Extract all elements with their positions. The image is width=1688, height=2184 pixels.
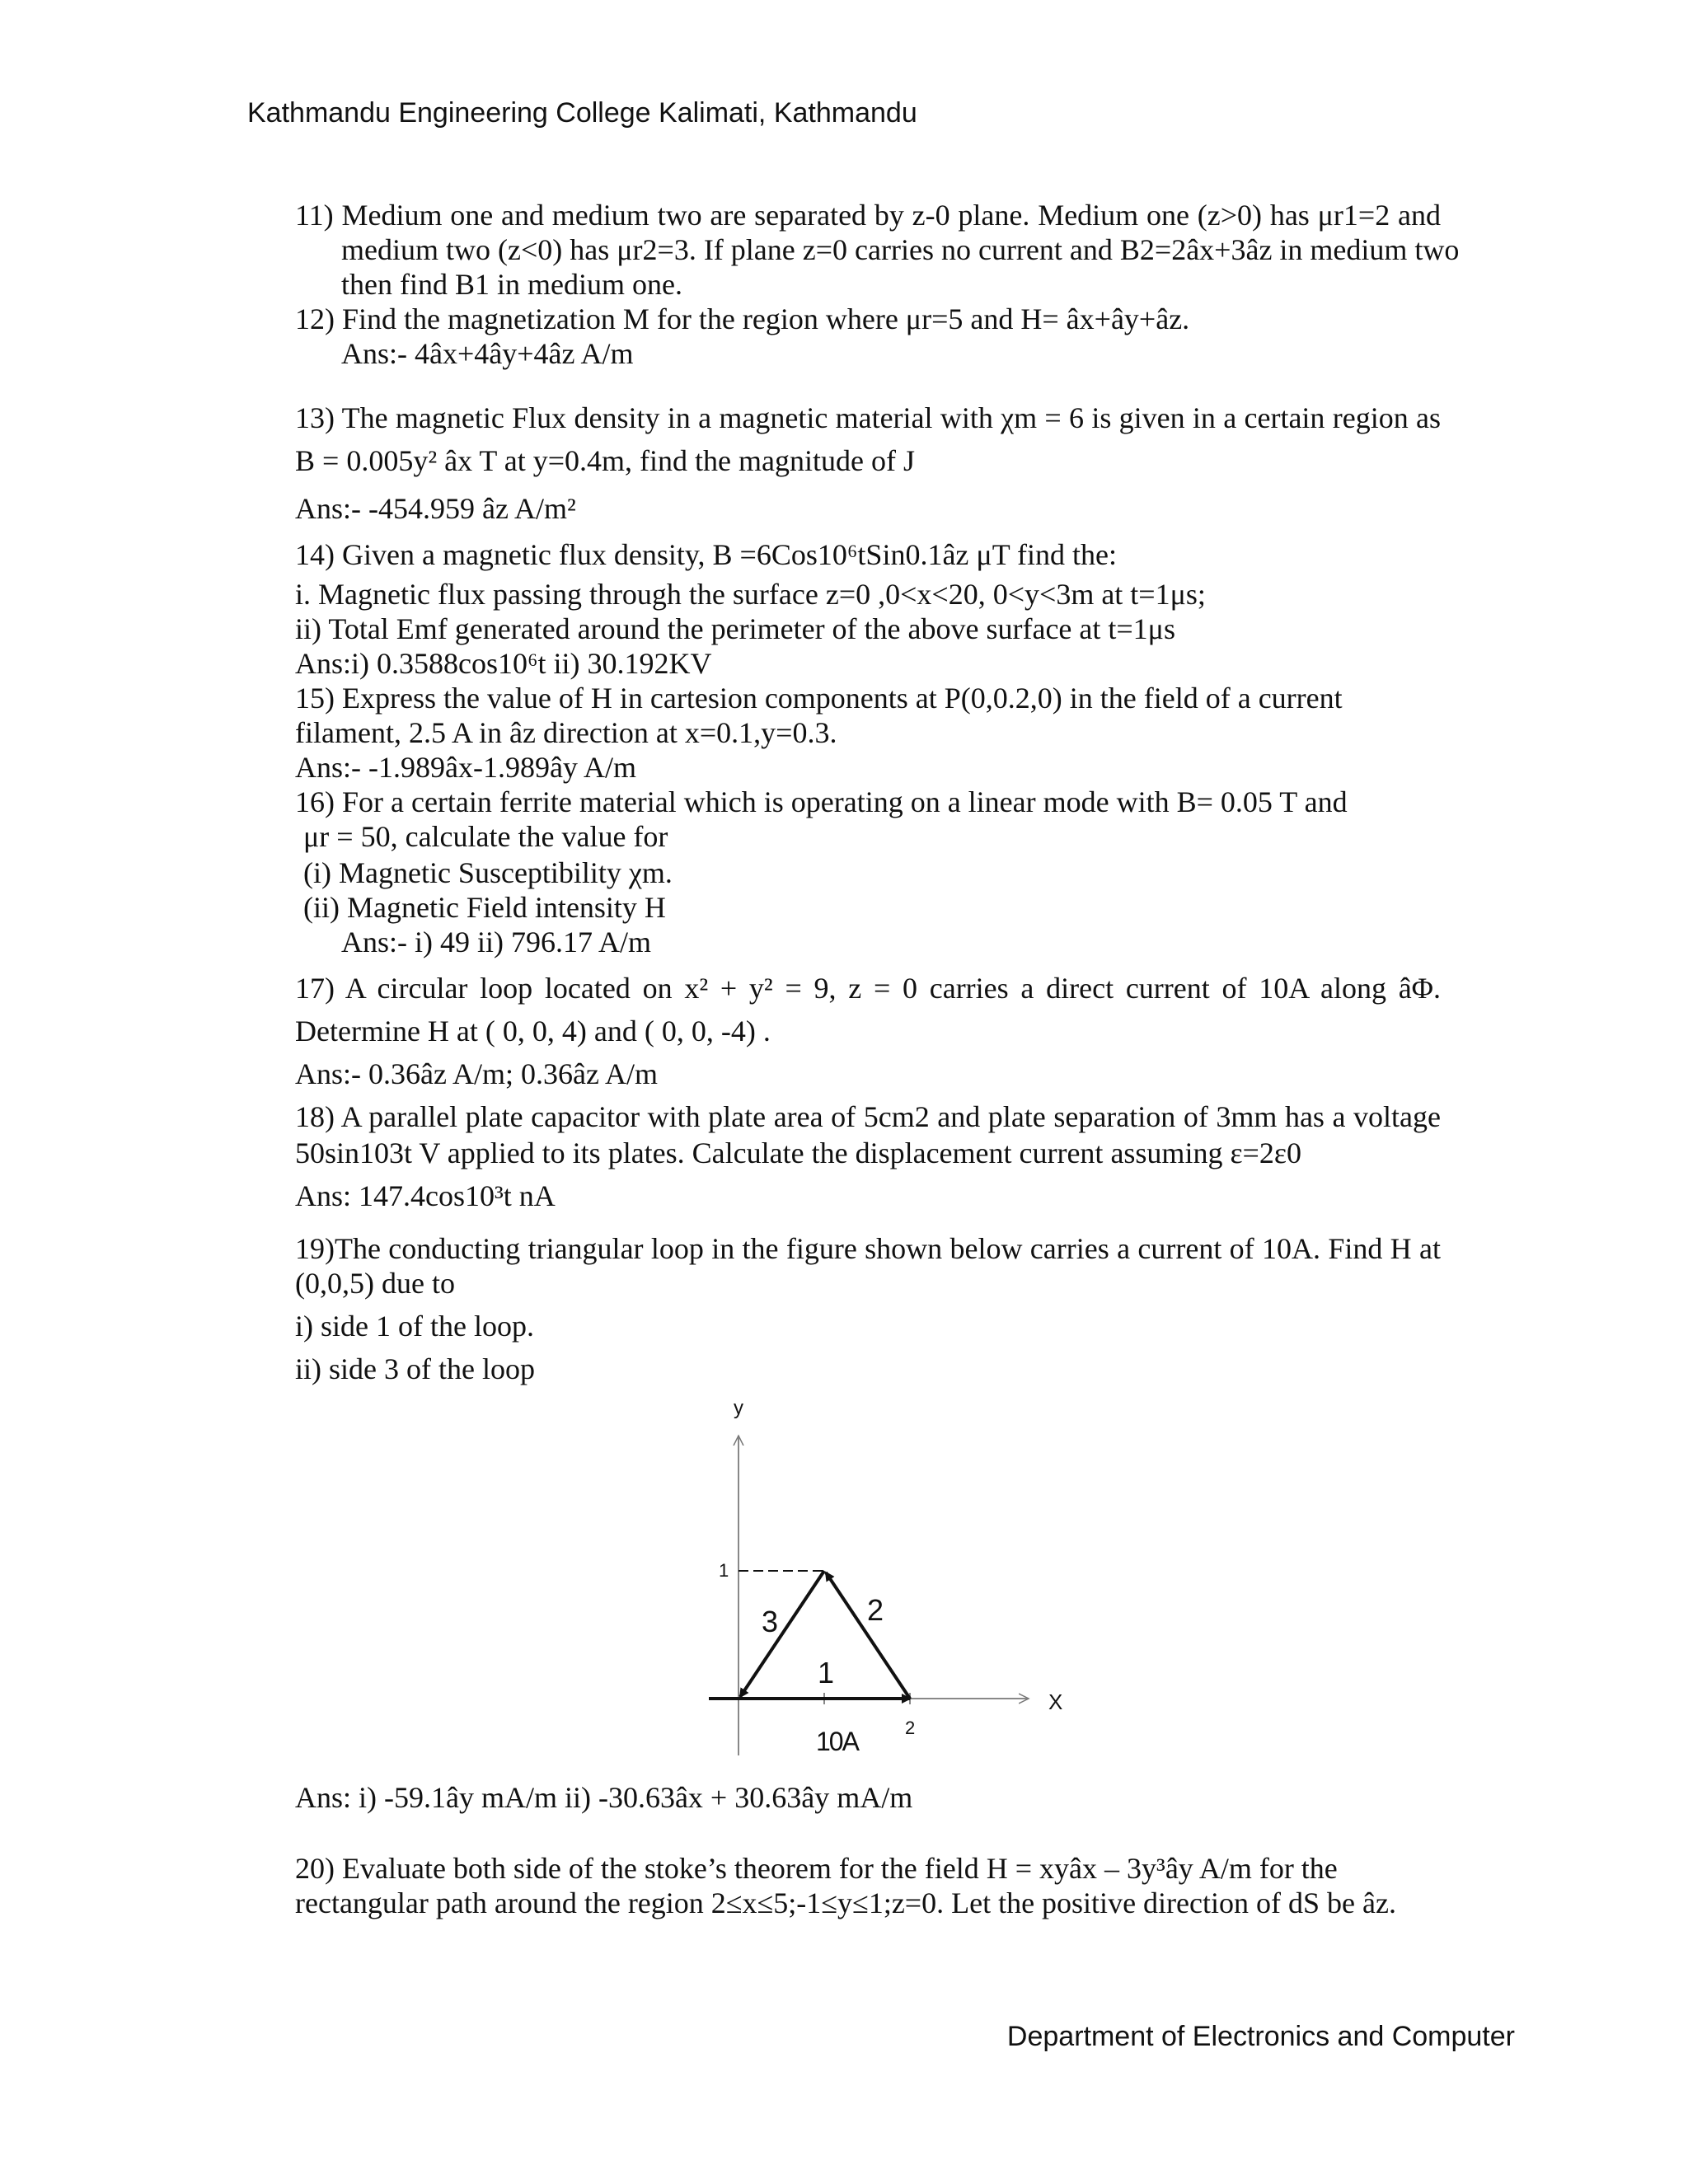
q14-answer: Ans:i) 0.3588cos10⁶t ii) 30.192KV [295,647,712,680]
q15-answer: Ans:- -1.989âx-1.989ây A/m [295,751,636,784]
side-2-label: 2 [867,1593,884,1627]
q16-line-4: (ii) Magnetic Field intensity H [303,891,666,924]
q11-line-2: medium two (z<0) has μr2=3. If plane z=0 carries no current and B2=2âx+3âz in medium two [341,233,1460,266]
q20-line-2: rectangular path around the region 2≤x≤5;-1≤y≤1;z=0. Let the positive direction of dS be âz. [295,1886,1396,1919]
q18-answer: Ans: 147.4cos10³t nA [295,1179,556,1212]
q12-line-1: 12) Find the magnetization M for the region where μr=5 and H= âx+ây+âz. [295,302,1190,335]
q14-line-3: ii) Total Emf generated around the perimeter of the above surface at t=1μs [295,612,1175,645]
triangular-loop-figure [676,1393,1104,1780]
q14-line-2: i. Magnetic flux passing through the surface z=0 ,0<x<20, 0<y<3m at t=1μs; [295,578,1206,611]
loop-side-2 [826,1572,910,1699]
q13-answer: Ans:- -454.959 âz A/m² [295,492,576,525]
q19-line-3: i) side 1 of the loop. [295,1310,534,1343]
q16-line-3: (i) Magnetic Susceptibility χm. [303,856,673,889]
q16-line-1: 16) For a certain ferrite material which is operating on a linear mode with B= 0.05 T and [295,785,1348,818]
loop-side-3 [740,1571,824,1697]
side-1-label: 1 [818,1656,835,1690]
q16-line-2: μr = 50, calculate the value for [303,820,668,853]
q11-line-3: then find B1 in medium one. [341,268,682,301]
q17-answer: Ans:- 0.36âz A/m; 0.36âz A/m [295,1057,658,1090]
q17-line-1: 17) A circular loop located on x² + y² = 9, z = 0 carries a direct current of 10A along âΦ. [295,972,1441,1005]
q16-answer: Ans:- i) 49 ii) 796.17 A/m [341,926,651,958]
q11-line-1: 11) Medium one and medium two are separated by z-0 plane. Medium one (z>0) has μr1=2 and [295,199,1441,232]
q19-answer: Ans: i) -59.1ây mA/m ii) -30.63âx + 30.63ây mA/m [295,1781,913,1814]
page-footer: Department of Electronics and Computer [1006,2021,1515,2052]
q14-line-1: 14) Given a magnetic flux density, B =6Cos10⁶tSin0.1âz μT find the: [295,538,1118,571]
q18-line-2: 50sin103t V applied to its plates. Calculate the displacement current assuming ε=2ε0 [295,1137,1301,1169]
side-3-label: 3 [762,1605,779,1638]
tick-y1-label: 1 [719,1560,729,1581]
q20-line-1: 20) Evaluate both side of the stoke’s theorem for the field H = xyâx – 3y³ây A/m for the [295,1852,1338,1885]
q19-line-4: ii) side 3 of the loop [295,1352,535,1385]
q19-line-2: (0,0,5) due to [295,1267,455,1300]
current-label: 10A [816,1727,858,1756]
page-header: Kathmandu Engineering College Kalimati, Kathmandu [247,97,917,129]
q19-line-1: 19)The conducting triangular loop in the figure shown below carries a current of 10A. Find H at [295,1232,1441,1265]
tick-x2-label: 2 [905,1718,916,1738]
y-axis-label: y [734,1397,743,1419]
q17-line-2: Determine H at ( 0, 0, 4) and ( 0, 0, -4) . [295,1015,771,1047]
q18-line-1: 18) A parallel plate capacitor with plate area of 5cm2 and plate separation of 3mm has a voltage [295,1100,1441,1133]
q15-line-2: filament, 2.5 A in âz direction at x=0.1,y=0.3. [295,716,837,749]
q13-line-2: B = 0.005y² âx T at y=0.4m, find the magnitude of J [295,444,915,477]
q12-answer: Ans:- 4âx+4ây+4âz A/m [341,337,634,370]
x-axis-label: X [1048,1690,1063,1714]
q13-line-1: 13) The magnetic Flux density in a magnetic material with χm = 6 is given in a certain region as [295,401,1441,434]
q15-line-1: 15) Express the value of H in cartesion components at P(0,0.2,0) in the field of a current [295,682,1343,715]
